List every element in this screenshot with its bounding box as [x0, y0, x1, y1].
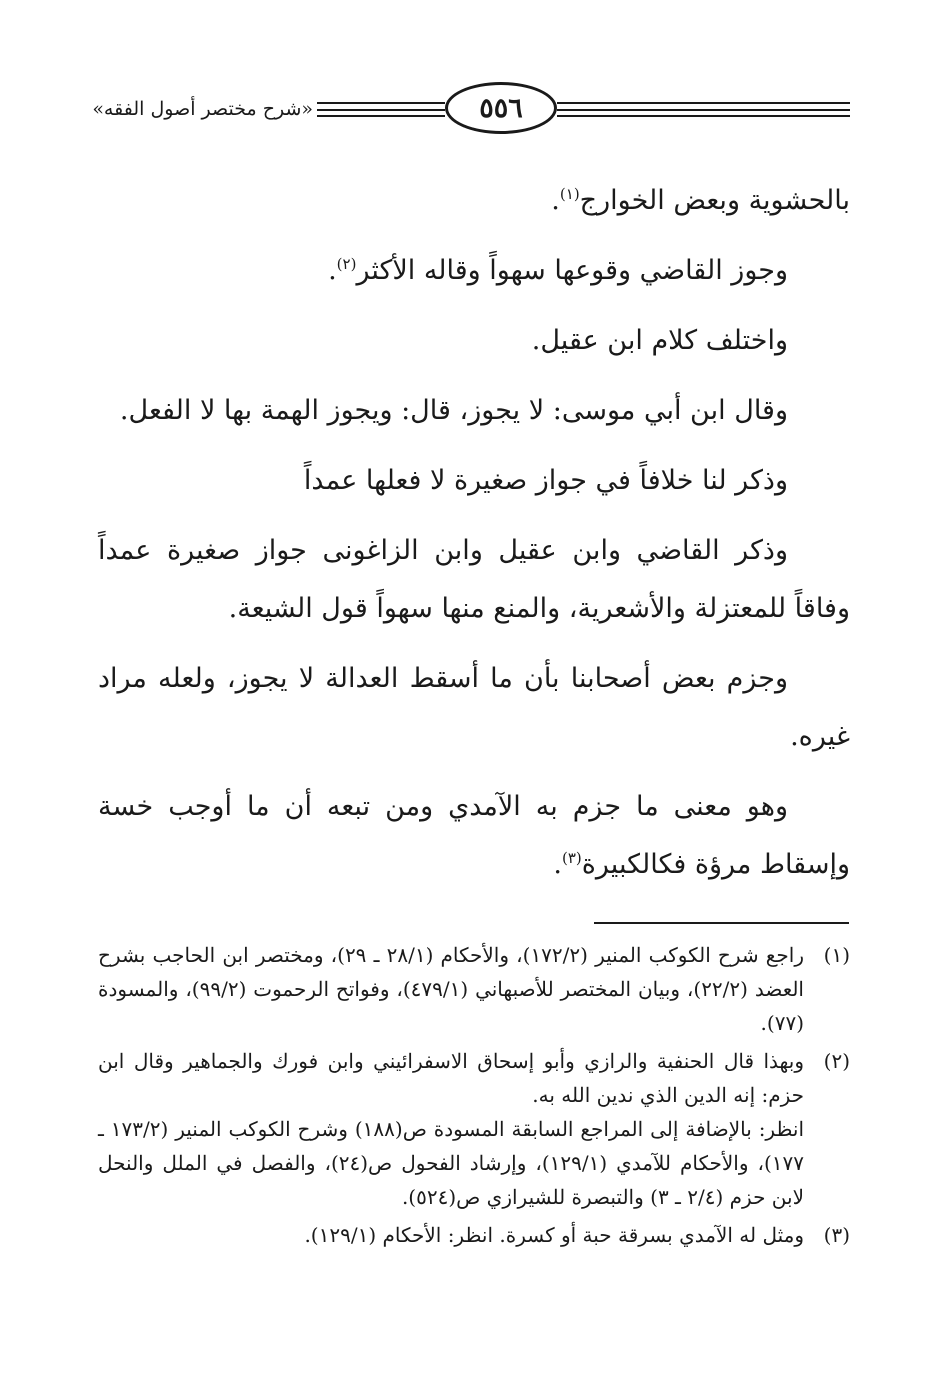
footnote	[98, 938, 850, 1040]
footnote	[98, 1044, 850, 1214]
paragraph-text: وذكر القاضي وابن عقيل وابن الزاغونى جواز صغيرة عمداً وفاقاً للمعتزلة والأشعرية، والمنع منها سهواً قول الشيعة.	[98, 535, 850, 624]
paragraph	[98, 452, 850, 510]
paragraph-text: وجوز القاضي وقوعها سهواً وقاله الأكثر	[356, 255, 788, 286]
header-rule	[557, 102, 850, 104]
footnote-text: راجع شرح الكوكب المنير (١٧٢/٢)، والأحكام (٢٨/١ ـ ٢٩)، ومختصر ابن الحاجب بشرح العضد (٢٢/٢)، وبيان المختصر للأصبهاني (٤٧٩/١)، وفواتح الرحموت (٩٩/٢)، والمسودة (٧٧).	[98, 943, 805, 1035]
footnote-text: انظر: بالإضافة إلى المراجع السابقة المسودة ص(١٨٨) وشرح الكوكب المنير (١٧٣/٢ ـ ١٧٧)، والأحكام للآمدي (١٢٩/١)، وإرشاد الفحول ص(٢٤)، والفصل في الملل والنحل لابن حزم (٢/٤ ـ ٣) والتبصرة للشيرازي ص(٥٢٤).	[98, 1117, 805, 1209]
page-header	[92, 82, 850, 142]
paragraph-text: بالحشوية وبعض الخوارج	[579, 185, 850, 216]
footnote-text: وبهذا قال الحنفية والرازي وأبو إسحاق الاسفرائيني وابن فورك والجماهير وقال ابن حزم: إنه الدين الذي ندين الله به.	[98, 1049, 804, 1107]
paragraph-text: وقال ابن أبي موسى: لا يجوز، قال: ويجوز الهمة بها لا الفعل.	[119, 395, 788, 426]
header-rule	[317, 115, 445, 117]
paragraph-text: واختلف كلام ابن عقيل.	[531, 325, 788, 356]
paragraph	[98, 522, 850, 638]
paragraph	[98, 312, 850, 370]
paragraph-text: وهو معنى ما جزم به الآمدي ومن تبعه أن ما أوجب خسة وإسقاط مرؤة فكالكبيرة	[98, 791, 850, 880]
footnotes	[98, 938, 850, 1256]
header-rule	[557, 109, 850, 111]
paragraph	[98, 172, 850, 230]
page-number: ٥٥٦	[445, 82, 557, 134]
paragraph-tail: .	[551, 185, 560, 216]
footnote-marker: (١)	[559, 185, 580, 203]
footnote-body	[98, 1044, 804, 1214]
footnote	[98, 1218, 850, 1252]
paragraph-text: وذكر لنا خلافاً في جواز صغيرة لا فعلها عمداً	[303, 465, 788, 496]
paragraph-tail: .	[328, 255, 337, 286]
footnote-body	[98, 1218, 804, 1252]
footnote-text: ومثل له الآمدي بسرقة حبة أو كسرة. انظر: الأحكام (١٢٩/١).	[304, 1223, 804, 1247]
paragraph	[98, 242, 850, 300]
paragraph	[98, 778, 850, 894]
header-rule	[557, 115, 850, 117]
paragraph	[98, 650, 850, 766]
paragraph-text: وجزم بعض أصحابنا بأن ما أسقط العدالة لا يجوز، ولعله مراد غيره.	[98, 663, 850, 752]
header-rule	[317, 109, 445, 111]
footnote-body	[98, 938, 804, 1040]
paragraph-tail: .	[553, 849, 562, 880]
header-rule	[317, 102, 445, 104]
footnote-number: (٣)	[823, 1223, 850, 1247]
footnote-separator	[594, 922, 849, 924]
main-text	[98, 172, 850, 906]
footnote-marker: (٣)	[561, 849, 582, 867]
footnote-number: (٢)	[823, 1049, 850, 1073]
footnote-number: (١)	[823, 943, 850, 967]
book-title: «شرح مختصر أصول الفقه»	[92, 98, 313, 120]
paragraph	[98, 382, 850, 440]
footnote-marker: (٢)	[336, 255, 357, 273]
